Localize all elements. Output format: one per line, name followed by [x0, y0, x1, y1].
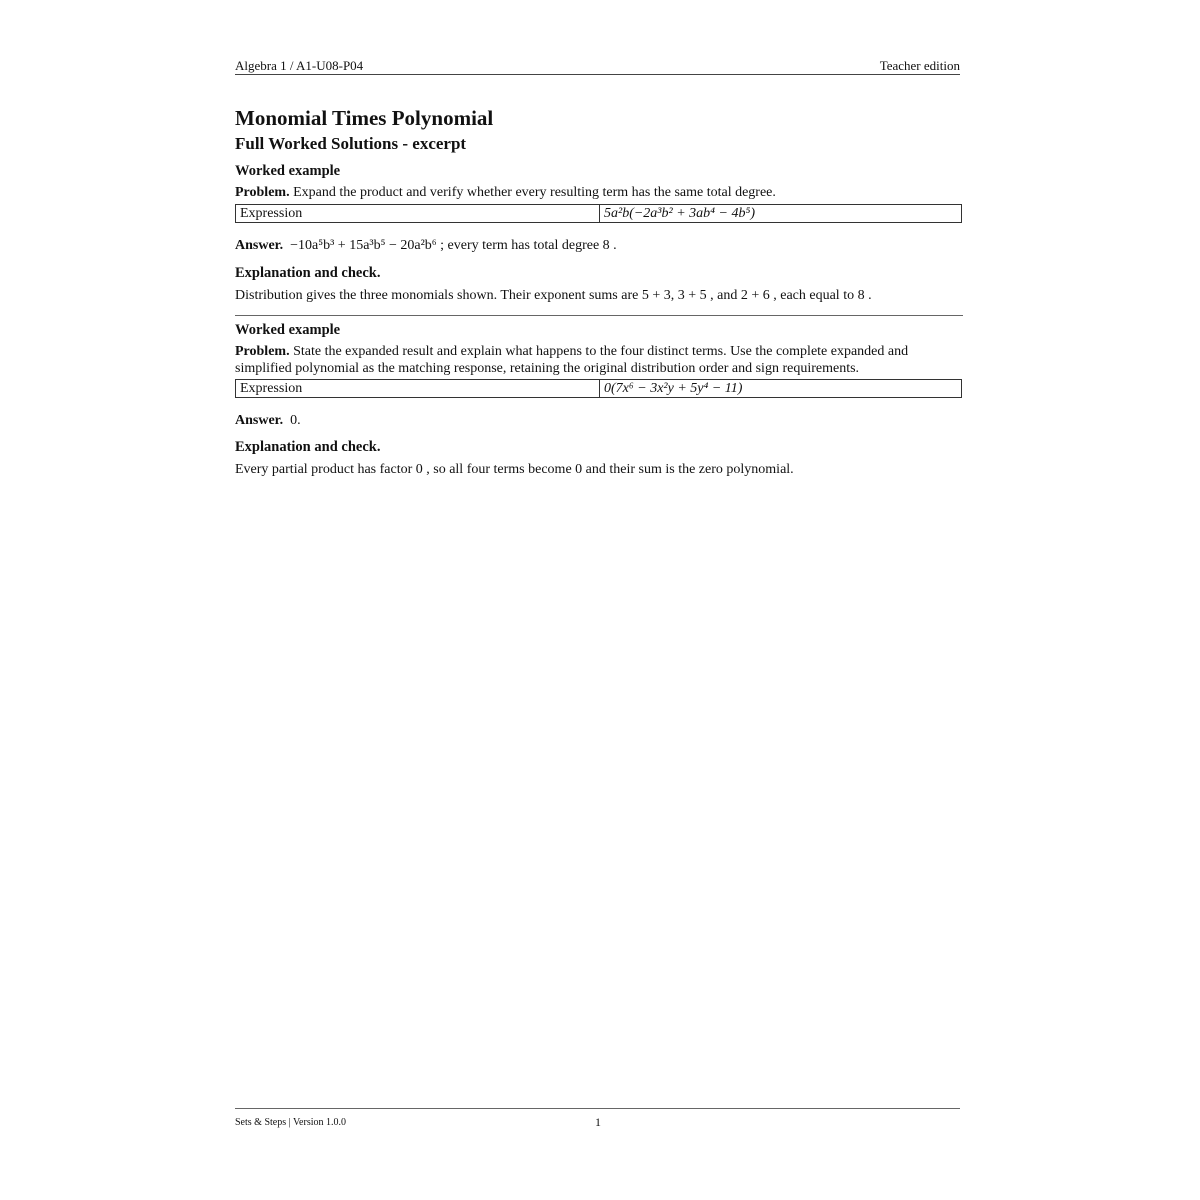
section-divider [235, 315, 963, 316]
table-row [236, 204, 962, 222]
explanation-1 [235, 264, 963, 305]
problem-statement [235, 344, 963, 377]
problem-text: State the expanded result and explain what happens to the four distinct terms. Use the complete expanded and simplified polynomial as the matching response, retaining the original distribution order and sign requirements. [235, 344, 909, 376]
answer-1 [235, 238, 963, 255]
page-number: 1 [595, 1115, 601, 1129]
example-heading: Worked example [235, 163, 341, 179]
example-heading: Worked example [235, 322, 341, 338]
problem-label: Problem. [235, 344, 290, 359]
answer-label: Answer. [235, 413, 284, 428]
footer-version: Sets & Steps | Version 1.0.0 [235, 1117, 346, 1128]
answer-2 [235, 413, 963, 430]
expression-value: 5a²b(−2a³b² + 3ab⁴ − 4b⁵) [600, 204, 962, 222]
explanation-text: Every partial product has factor 0 , so all four terms become 0 and their sum is the zero polynomial. [235, 462, 794, 477]
page-subtitle: Full Worked Solutions - excerpt [235, 134, 467, 153]
running-header [235, 58, 960, 75]
expression-table [235, 379, 962, 398]
table-row [236, 380, 962, 398]
footer-divider [235, 1108, 960, 1109]
problem-statement [235, 185, 963, 202]
page-title: Monomial Times Polynomial [235, 106, 494, 130]
worked-example-1 [235, 162, 963, 223]
expression-label: Expression [236, 204, 600, 222]
expression-table [235, 204, 962, 223]
explanation-2 [235, 438, 963, 479]
problem-label: Problem. [235, 185, 290, 200]
header-edition: Teacher edition [879, 58, 960, 73]
problem-text: Expand the product and verify whether every resulting term has the same total degree. [293, 185, 776, 200]
answer-text: 0. [290, 413, 301, 428]
answer-label: Answer. [235, 238, 284, 253]
expression-label: Expression [236, 380, 600, 398]
expression-value: 0(7x⁶ − 3x²y + 5y⁴ − 11) [600, 380, 962, 398]
document-page [235, 0, 963, 1200]
explanation-text: Distribution gives the three monomials shown. Their exponent sums are 5 + 3, 3 + 5 , and 2 + 6 , each equal to 8 . [235, 288, 872, 303]
explanation-heading: Explanation and check. [235, 439, 381, 455]
explanation-heading: Explanation and check. [235, 265, 381, 281]
header-course-path: Algebra 1 / A1-U08-P04 [235, 58, 364, 73]
worked-example-2 [235, 321, 963, 398]
answer-text: −10a⁵b³ + 15a³b⁵ − 20a²b⁶ ; every term has total degree 8 . [290, 238, 617, 253]
